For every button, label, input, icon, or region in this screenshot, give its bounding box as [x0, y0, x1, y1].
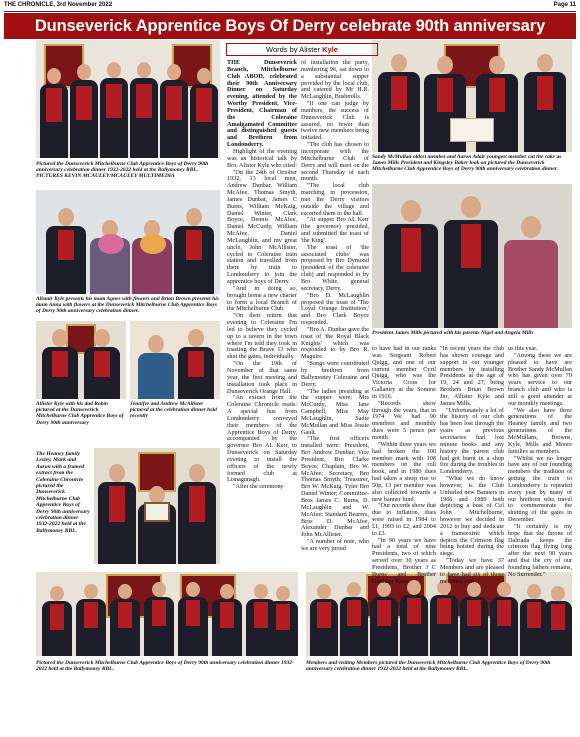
page-number: Page 11	[553, 2, 576, 8]
caption-president-parents: President James Mills pictured with his parents Nigel and Angela Mills	[372, 330, 534, 336]
article-paragraph: "Records show through the years, that in 1974 We had 90 members and monthly dues were 5 pence per month.	[372, 399, 436, 441]
article-paragraph: "The first officers installed were: President, Bro Andrew Dunbar; Vice President, Bro Clarke Boyce; Chaplain, Bro W. McAfee; Secretary, Bro Thomas Smyth; Treasurer, Bro W. McKaig. Tyler Bro Daniel Winter; Committee- Bros James C. Burns, D. McLaughlin and W. McAfee; Standard Bearers, Bros D. McAfee, Alexander Dunbar and John McAllister.	[301, 435, 369, 539]
article-paragraph: "And in doing so, brought home a new charter to form a local Branch of the Mitchelburne Club.	[227, 284, 297, 313]
article-paragraph: Highlight of the evening was an historical talk by Bro. Alister Kyle who cited:	[227, 147, 297, 169]
caption-cake-cutting: Sandy McMullan oldest member and Aaron Adair youngest member cut the cake as James Mills President and Kingsley Baker look on pictured the Dunseverick Mitchelburne Club Apprentice Boys of Derry 90th anniversary celebration dinner.	[372, 154, 562, 173]
caption-heaney-family: The Heaney family Lesley, Mark and Aaron with a framed extract from the Coleraine Chronicle pictured the Dunseverick Mitchelburne Club Apprentice Boys of Derry 90th anniversary celebration dinner 1932-2022 held at the Ballymoney RBL.	[36, 451, 90, 534]
article-paragraph: "Bro D. McLaughlin proposed the toast of 'The Loyal Orange Institution,' and Bro Clark Boyce responded.	[301, 291, 369, 327]
byline	[226, 43, 378, 56]
article-paragraph: "It certainly is my hope that the throne of Dalriada keeps the crimson flag flying long after the next 90 years and that the cry of our founding fathers remains, No Surrender."	[508, 522, 572, 578]
headline-banner: Dunseverick Apprentice Boys Of Derry celebrate 90th anniversary	[4, 13, 576, 39]
photo-group-top-left	[36, 40, 220, 158]
article-paragraph: "The ladies presiding at the supper were: Mrs McCurdy, Miss Jane Campbell, Miss May McLaughlin, Sadie McMullan and Miss Jessie Gault.	[301, 387, 369, 436]
caption-bottom-right: Members and visiting Members pictured the Dunseverick Mitchelburne Club Apprentice Boys of Derry 90th anniversary celebration dinner 1932-2022 held at the Ballymoney RBL.	[306, 660, 551, 673]
article-paragraph: "At supper Bro AL Kerr (the governor) presided, and submitted the toast of 'the King'.	[301, 216, 369, 244]
article-paragraph: "Whilst we no longer have any of our founding members the tradition of getting the train to Londonderry is repeated every year by many of our brethren who travel to commemorate the shutting of the gates in December.	[508, 454, 572, 524]
article-paragraph: "On their return that evening to Coleraine I'm led to believe they cycled up to a tavern in the town where I'm told they took in toasting the Brave 13 who shut the gates, individually.	[227, 312, 297, 361]
photo-kyle-father-son	[36, 321, 126, 399]
article-column-2	[301, 60, 369, 568]
article-paragraph: "The local club marching in procession, met the Derry visitors outside the village and escorted them to the hall.	[301, 182, 369, 217]
article-paragraph: "On the 24th of October 1932, 13 local men, Andrew Dunbar, William McAfee, Thomas Smyth, James Dunbar, James C Burns, William McKaig, Daniel Winter, Clark Boyce, Dennis McAfee, Daniel McCurdy, William McAfee, Daniel McLaughlin, and my great uncle, John McAllister, cycled to Coleraine train station and travelled from there by train to Londonderry to join the apprentice boys of Derry.	[227, 168, 297, 285]
photo-flowers	[36, 190, 220, 294]
article-paragraph: "Among these we are pleased to have are Brother Sandy McMullan who has given over 70 years service to our branch club and who is still a good attender at our monthly meetings.	[508, 351, 572, 407]
article-paragraph: "We also have three generations of the Heaney family and two generations of the McMullans, Browns, Kyle, Mills and Moore families as members.	[508, 406, 572, 455]
article-paragraph: us this year.	[508, 345, 538, 352]
header-divider	[4, 11, 576, 12]
photo-mcallister-couple	[130, 321, 220, 399]
article-paragraph: "A number of note, who we are very proud	[301, 538, 369, 552]
caption-mcallister-couple: Jennifer and Andrew McAllister pictured at the celebration dinner held recently	[130, 401, 217, 420]
article-paragraph: "What we do know however, is the Club Unfurled new Banners in 1966 and 1989 both depicting a bust of Col John Mitchelburne, however we decided in 2012 to buy and dedicate a frameextric which depicts the Crimson flag being hoisted during the siege.	[440, 475, 504, 558]
article-paragraph: "In recent years the club has shown courage and support to our younger members by installing Presidents at the age of 19, 24 and 27, being Brothers Brian Brown Jnr, Allister Kyle and James Mills.	[440, 345, 504, 407]
article-paragraph: "An extract from the Coleraine Chronicle reads: A special bus from Londonderry conveyed their members of the Apprentice Boys of Derry, accompanied by the governor Bro AL Kerr, to Dunseverick on Saturday evening to install the officers of the newly formed club at Lisnagunagh.	[227, 394, 297, 484]
caption-top-left: Pictured the Dunseverick Mitchelburne Club Apprentice Boys of Derry 90th anniversary celebration dinner 1932-2022 held at the Ballymoney RBL. PICTURES KEVIN MCAULEY/MCAULEY MULTIMEDIA	[36, 161, 209, 180]
article-paragraph: "Bro A. Dunbar gave the toast of 'the Royal Black Knights' which was responded to by Bro R. Maguire.	[301, 325, 369, 361]
byline-author: Kyle	[322, 45, 338, 54]
article-paragraph: "The club has chosen to incorporate with the Mitchelburne Club of Derry and will meet on the second Thursday of each month.	[301, 141, 369, 183]
article-paragraph: to have had in our ranks was Sergeant Robert Quigg, and one of our current member Cyril Quigg, who was the Victoria Cross for Gallantry at the Somme in 1916.	[372, 345, 436, 400]
article-paragraph: "Unfortunately a lot of the history of our club has been lost through the years as previous secretaries had lost minute books and any history the parent club had got burnt in a shop fire during the troubles in Londonderry.	[440, 406, 504, 476]
article-paragraph: "Today we have 37 Members and are pleased to have had six of those members join	[440, 557, 504, 585]
caption-flowers: Alistair Kyle presents his mum Agnes with flowers and Brian Brown presents his mum Anna with flowers at the Dunseverick Mitchelburne Club Apprentice Boys of Derry 90th anniversary celebration dinner.	[36, 296, 219, 315]
article-paragraph: The toast of 'the associated clubs' was proposed by Bro Dymond (president of the coleraine club) and responded to by Bro White, general secretary, Derry.	[301, 243, 369, 292]
article-paragraph: "In 90 years we have had a total of nine Presidents, two of which served over 30 years as Presidents, Brother J C Burns and Brother Gardiner Kane.	[372, 536, 436, 585]
article-paragraph: of installation the party, numbering 96, sat down to a substantial supper provided by the local club, and catered by Mr H.R. McLaughlin, Bushmills.	[301, 59, 369, 101]
article-paragraph: "On the 19th of November of that same year, the first meeting and installation took place in Dunseverick Orange Hall.	[227, 360, 297, 395]
caption-bottom-left: Pictured the Dunseverick Mitchelburne Club Apprentice Boys of Derry 90th anniversary celebration dinner 1932-2022 held at the Ballymoney RBL.	[36, 660, 294, 673]
caption-kyle-father-son: Allister Kyle with his dad Robin pictured at the Dunseverick Mitchelburne Club Apprentice Boys of Derry 90th anniversary	[36, 401, 124, 426]
article-paragraph: "If one can judge by numbers, the success of Dunseverick Club is assured, no fewer than twelve new members being initiated.	[301, 100, 369, 142]
byline-prefix: Words by Alister	[266, 45, 321, 54]
article-paragraph: "After the ceremony	[233, 483, 284, 491]
article-paragraph: "Within three years we had broken the 100 member mark with 108 members on the roll book, and in 1980 dues had taken a steep rise to 50p, 13 per member was also collected towards a new banner fund.	[372, 440, 436, 503]
article-column-4	[440, 345, 504, 585]
photo-heaney-family	[94, 448, 220, 564]
photo-group-bottom-right	[306, 572, 572, 656]
article-column-1	[227, 60, 297, 568]
publication-name: THE CHRONICLE, 3rd November 2022	[4, 2, 113, 8]
photo-president-parents	[372, 184, 572, 328]
article-column-3	[372, 345, 436, 585]
article-column-5	[508, 345, 572, 578]
article-paragraph: "Songs were contributed by brethren from Ballymoney Coleraine and Derry.	[301, 360, 369, 388]
photo-cake-cutting	[372, 40, 572, 152]
article-lead: THE Dunseverick Branch, Mitchelburne Club ABOD, celebrated their 90th Anniversary Dinner on Saturday evening, attended by the Worthy President, Vice-President, Chairman of the Coleraine Amalgamated Committee and distinguished guests and Brethren from Londonderry.	[227, 59, 297, 149]
photo-group-bottom-left	[36, 572, 298, 656]
article-paragraph: "Our records show that due to inflation, dues were raised in 1984 to £1, 1993 to £2, and 2004 to £3.	[372, 502, 436, 537]
